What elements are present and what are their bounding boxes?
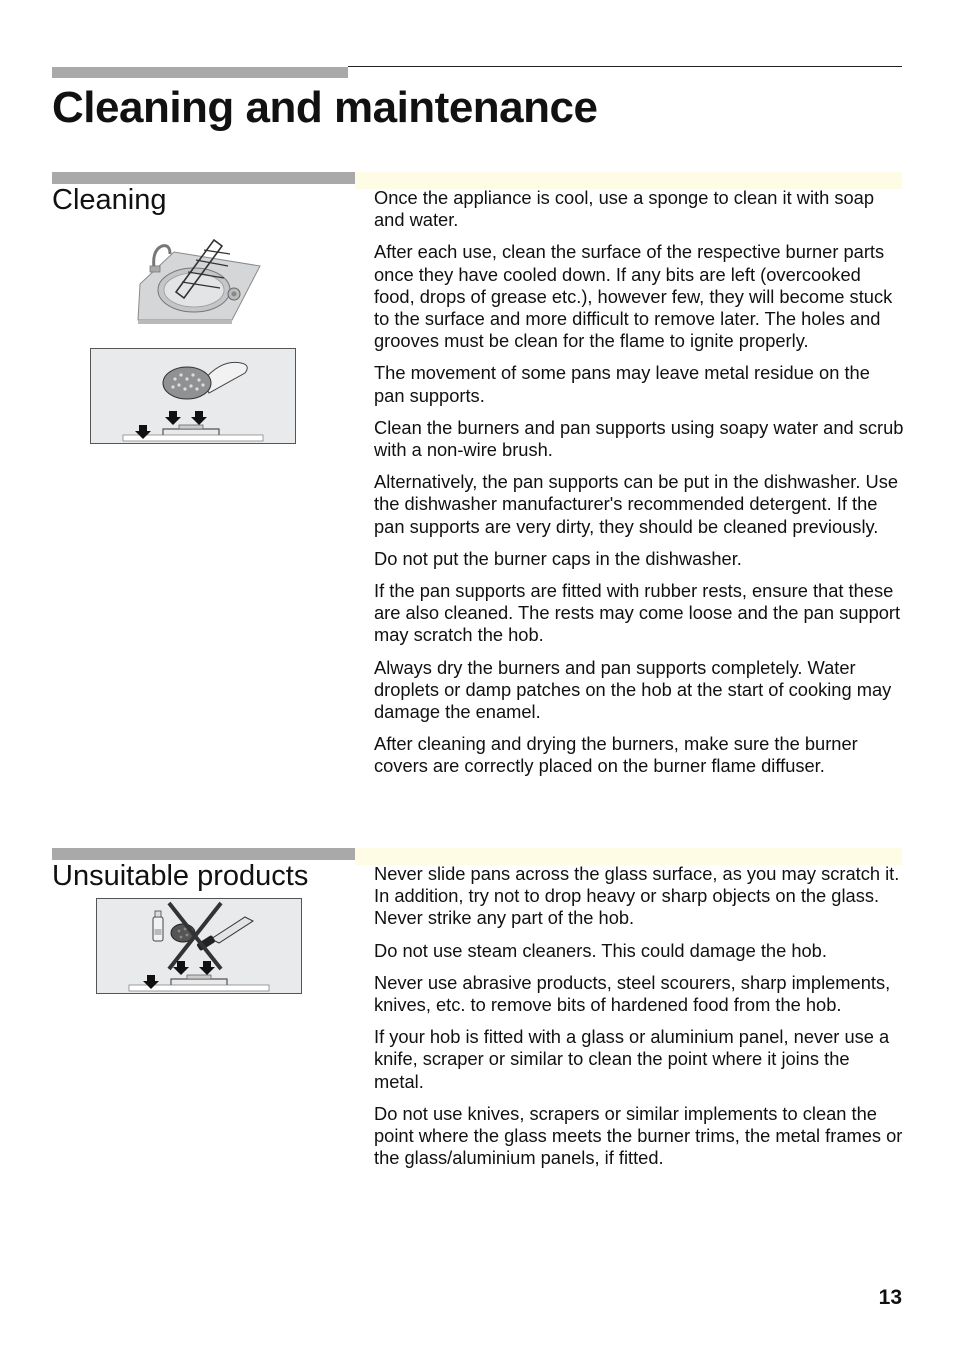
title-rule-thin	[348, 66, 902, 67]
sponge-cleaning-figure	[90, 348, 296, 444]
cleaning-section-bar	[52, 172, 355, 184]
unsuitable-paragraph: Do not use steam cleaners. This could damage the hob.	[374, 939, 827, 961]
crossed-out-products-icon	[97, 899, 301, 993]
cleaning-paragraph: Clean the burners and pan supports using soapy water and scrub with a non-wire brush.	[374, 416, 904, 461]
page-title: Cleaning and maintenance	[52, 83, 598, 132]
unsuitable-paragraph: If your hob is fitted with a glass or aluminium panel, never use a knife, scraper or similar to clean the point where it joins the metal.	[374, 1026, 890, 1092]
cleaning-text-column	[374, 187, 904, 788]
cleaning-paragraph: After cleaning and drying the burners, make sure the burner covers are correctly placed on the burner flame diffuser.	[374, 733, 858, 777]
unsuitable-paragraph: Never slide pans across the glass surface, as you may scratch it. In addition, try not to drop heavy or sharp objects on the glass. Never strike any part of the hob.	[374, 863, 900, 929]
cleaning-paragraph: Always dry the burners and pan supports completely. Water droplets or damp patches on the hob at the start of cooking may damage the enamel.	[374, 656, 892, 723]
cleaning-heading: Cleaning	[52, 184, 167, 216]
sponge-on-burner-icon	[91, 349, 295, 443]
unsuitable-paragraph: Do not use knives, scrapers or similar implements to clean the point where the glass meets the burner trims, the metal frames or the glass/aluminium panels, if fitted.	[374, 1102, 903, 1169]
title-rule-thick	[52, 67, 348, 78]
cleaning-paragraph: Alternatively, the pan supports can be put in the dishwasher. Use the dishwasher manufacturer's recommended detergent. If the pan supports are very dirty, they should be cleaned previously.	[374, 471, 899, 537]
unsuitable-paragraph: Never use abrasive products, steel scourers, sharp implements, knives, etc. to remove bits of hardened food from the hob.	[374, 971, 891, 1016]
sink-with-pan-support-icon	[136, 232, 264, 324]
sink-illustration	[136, 232, 264, 324]
unsuitable-section-bar	[52, 848, 355, 860]
unsuitable-heading: Unsuitable products	[52, 860, 309, 892]
cleaning-paragraph: The movement of some pans may leave metal residue on the pan supports.	[374, 362, 870, 406]
page-number: 13	[878, 1286, 902, 1309]
cleaning-paragraph: If the pan supports are fitted with rubber rests, ensure that these are also cleaned. The rests may come loose and the pan support may scratch the hob.	[374, 580, 901, 646]
unsuitable-products-figure	[96, 898, 302, 994]
cleaning-paragraph: After each use, clean the surface of the respective burner parts once they have cooled down. If any bits are left (overcooked food, drops of grease etc.), however few, they will become stuck to the surface and more difficult to remove later. The holes and grooves must be clean for the flame to ignite properly.	[374, 241, 893, 352]
unsuitable-text-column	[374, 863, 904, 1179]
cleaning-paragraph: Do not put the burner caps in the dishwasher.	[374, 547, 742, 569]
cleaning-paragraph: Once the appliance is cool, use a sponge to clean it with soap and water.	[374, 187, 875, 231]
